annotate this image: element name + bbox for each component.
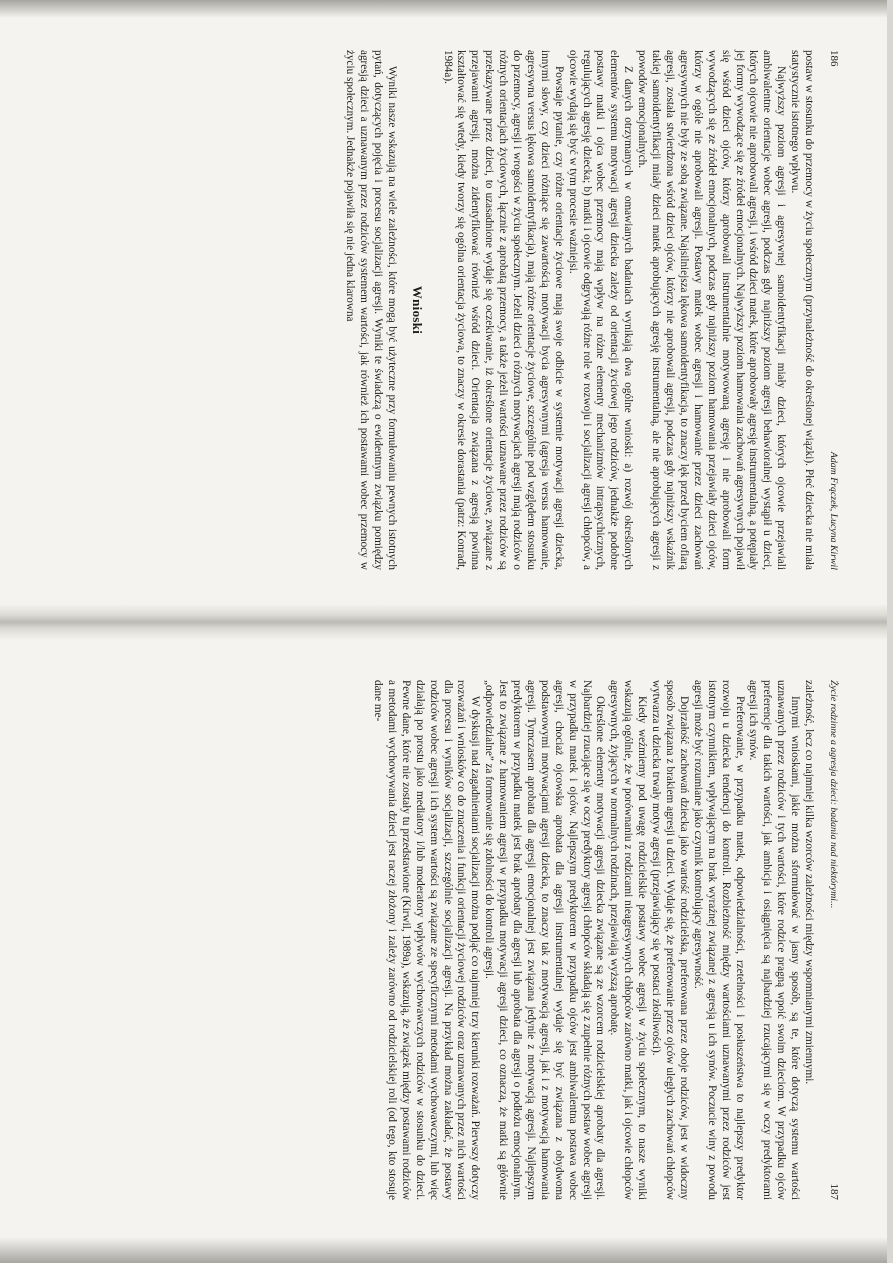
running-head: Adam Frączek, Lucyna Kirwil: [827, 451, 839, 570]
paragraph: Wyniki nasze wskazują na wiele zależności, które mogą być użyteczne przy formułowaniu pewnych istotnych pytań, dotyczących pojęcia i procesu socjalizacji agresji. Wyniki te świadczą o ewidentnym związku pomiędzy agresją dzieci a uznawanym przez rodziców systemem wartości, jak również ich postawami wobec przemocy w życiu społecznym. Jednakże pojawiła się nie jedna klarowna: [343, 50, 398, 570]
page-187-content: [52, 670, 842, 1210]
scan-bottom-edge: [0, 1237, 893, 1263]
section-heading: Wnioski: [409, 285, 425, 335]
page-186: [0, 10, 893, 610]
page-number: 186: [827, 50, 840, 67]
paragraph: Powstaje pytanie, czy różne orientacje życiowe mają swoje odbicie w systemie motywacji agresji dziecka, innymi słowy, czy dzieci różniące się zawartością motywacji bycia agresywnymi (agresja versus hamowanie, agresywna versus lękowa samoidentyfikacja), mają różne orientacje życiowe, szczególnie pod względem stosunku do przemocy, agresji i wrogości w życiu społecznym. Jeżeli dzieci o różnych motywacjach agresji mają rodziców o różnych orientacjach życiowych, łącznie z aprobatą przemocy, a także jeżeli wartości uznawane przez rodziców są przekazywane przez dzieci, to uzasadnione wydaje się oczekiwanie, iż określone orientacje życiowe, związane z przejawami agresji, można zidentyfikować również wśród dzieci. Orientacja związana z agresją powinna kształtować się wtedy, kiedy tworzy się ogólna orientacja życiowa, to znaczy w okresie dorastania (patrz: Konradt, 1984a).: [441, 50, 565, 570]
page-number: 187: [827, 1183, 840, 1200]
paragraph: Najwyższy poziom agresji i agresywnej samoidentyfikacji miały dzieci, których ojcowie przejawiali ambiwalentne orientacje wobec agresji, podczas gdy najniższy poziom agresji behawioralnej wystąpił u dzieci, których ojcowie nie aprobowali agresji, i wśród dzieci matek, które aprobowały agresję instrumentalną, a potępiały jej formy wywodzące się ze źródeł emocjonalnych. Najwyższy poziom hamowania zachowań agresywnych pojawił się wśród dzieci ojców, którzy aprobowali instrumentalnie motywowaną agresję i nie aprobowali form wywodzących się ze źródeł emocjonalnych, podczas gdy najniższy poziom hamowania przejawiały dzieci ojców, którzy w ogóle nie aprobowali agresji. Postawy matek wobec agresji i hamowanie przez dzieci zachowań agresywnych nie były ze sobą związane. Najsilniejsza lękowa samoidentyfikacja, to znaczy lęk przed byciem ofiarą agresji, została stwierdzona wśród dzieci ojców, którzy nie aprobowali agresji, podczas gdy najniższy wskaźnik takiej samoidentyfikacji miały dzieci matek aprobujących agresję instrumentalną, ale nie aprobujących agresji z powodów emocjonalnych.: [635, 50, 787, 570]
paragraph: Określone elementy motywacji agresji dziecka związane są ze wzorcem rodzicielskiej aprobaty dla agresji. Najbardziej rzucające się w oczy predyktory agresji chłopców składają się z zupełnie różnych postaw wobec agresji w przypadku matek i ojców. Najlepszym predyktorem w przypadku ojców jest ambiwalentna postawa wobec agresji, chociaż ojcowska aprobata dla agresji instrumentalnej wydaje się być związana z obydwoma podstawowymi motywacjami agresji dziecka, to znaczy tak z motywacją agresji, jak i z motywacją hamowania agresji. Tymczasem aprobata dla agresji emocjonalnej jest związana jedynie z motywacją agresji. Najlepszym predyktorem w przypadku matek jest brak aprobaty dla agresji lub aprobata dla agresji o podłożu emocjonalnym. Jest to związane z hamowaniem agresji w przypadku motywacji agresji dzieci, co oznacza, że matki są głównie „odpowiedzialne” za formowanie się zdolności do kontroli agresji.: [482, 680, 606, 1200]
paragraph: Innymi wnioskami, jakie można sformułować w jasny sposób, są te, które dotyczą systemu wartości uznawanych przez rodziców i tych wartości, które rodzice pragną wpoić swoim dzieciom. W przypadku ojców preferencje dla takich wartości, jak ambicja i osiągnięcia są najbardziej rzucającymi się w oczy predyktorami agresji ich synów.: [746, 680, 801, 1200]
running-head: Życie rodzinne a agresja dzieci: badania nad niektórymi...: [827, 680, 839, 909]
page-186-header: [825, 50, 840, 570]
paragraph: W dyskusji nad zagadnieniami socjalizacji można podjąć co najmniej trzy kierunki rozważań. Pierwszy dotyczy rozważań i wniosków co do znaczenia i funkcji orientacji życiowej rodziców oraz uznawanych przez nich wartości dla procesu i wyników socjalizacji, szczególnie socjalizacji agresji. Na przykład można zakładać, że postawy rodziców wobec agresji i ich system wartości są związane ze specyficznymi metodami wychowawczymi, lub więc działają po prostu jako mediatory i/lub moderatory wpływów wychowawczych rodziców w stosunku do dzieci. Pewne dane, które nie zostały tu przedstawione (Kirwil, 1989a), wskazują, że związek między postawami rodziców a metodami wychowywania dzieci jest raczej złożony i zależy zarówno od rodzicielskiej roli (od tego, kto stosuje dane me-: [371, 680, 481, 1200]
paragraph: Z danych otrzymanych w omawianych badaniach wynikają dwa ogólne wnioski: a) rozwój określonych elementów systemu motywacji agresji dziecka zależy od orientacji życiowej jego rodziców, jednakże podobne postawy matki i ojca wobec przemocy mają wpływ na różne elementy mechanizmów intrapsychicznych, regulujących agresję dziecka; b) matki i ojcowie odgrywają różne role w rozwoju i socjalizacji agresji chłopców, a ojcowie wydają się być w tym procesie ważniejsi.: [566, 50, 634, 570]
paragraph: Dojrzałość zachowań dziecka jako wartość rodzicielska, preferowana przez oboje rodziców, jest w widoczny sposób związana z brakiem agresji u dzieci. Wydaje się, że preferowanie przez ojców uległych zachowań chłopców wytwarza u dziecka trwały motyw agresji (przejawiający się w postaci złośliwości).: [649, 680, 690, 1200]
paragraph: Preferowanie, w przypadku matek, odpowiedzialności, rzetelności i posłuszeństwa to najlepszy predyktor rozwoju u dziecka tendencji do kontroli. Rozbieżność między wartościami uznawanymi przez rodziców jest istotnym czynnikiem, wpływającym na brak wyraźnej związanej z agresją u ich synów. Poczucie winy z powodu agresji może być rozumiane jako czynnik kontrolujący agresywność.: [691, 680, 746, 1200]
page-187: [0, 640, 893, 1240]
paragraph: zależność, lecz co najmniej kilka wzorców zależności między wspomnianymi zmiennymi.: [802, 680, 815, 1085]
page-186-content: [52, 40, 842, 580]
paragraph: Kiedy weźmiemy pod uwagę rodzicielskie postawy wobec agresji w życiu społecznym, to nasze wyniki wskazują ogólnie, że w porównaniu z rodzicami nieagresywnych chłopców zarówno matki, jak i ojcowie chłopców agresywnych, żyjących w normalnych rodzinach, przejawiają wyższą aprobatę.: [607, 680, 648, 1200]
page-187-header: [825, 680, 840, 1200]
paragraph: postaw w stosunku do przemocy w życiu społecznym (przynależność do określonej wiązki). Płeć dziecka nie miała statystycznie istotnego wpływu.: [788, 50, 815, 570]
